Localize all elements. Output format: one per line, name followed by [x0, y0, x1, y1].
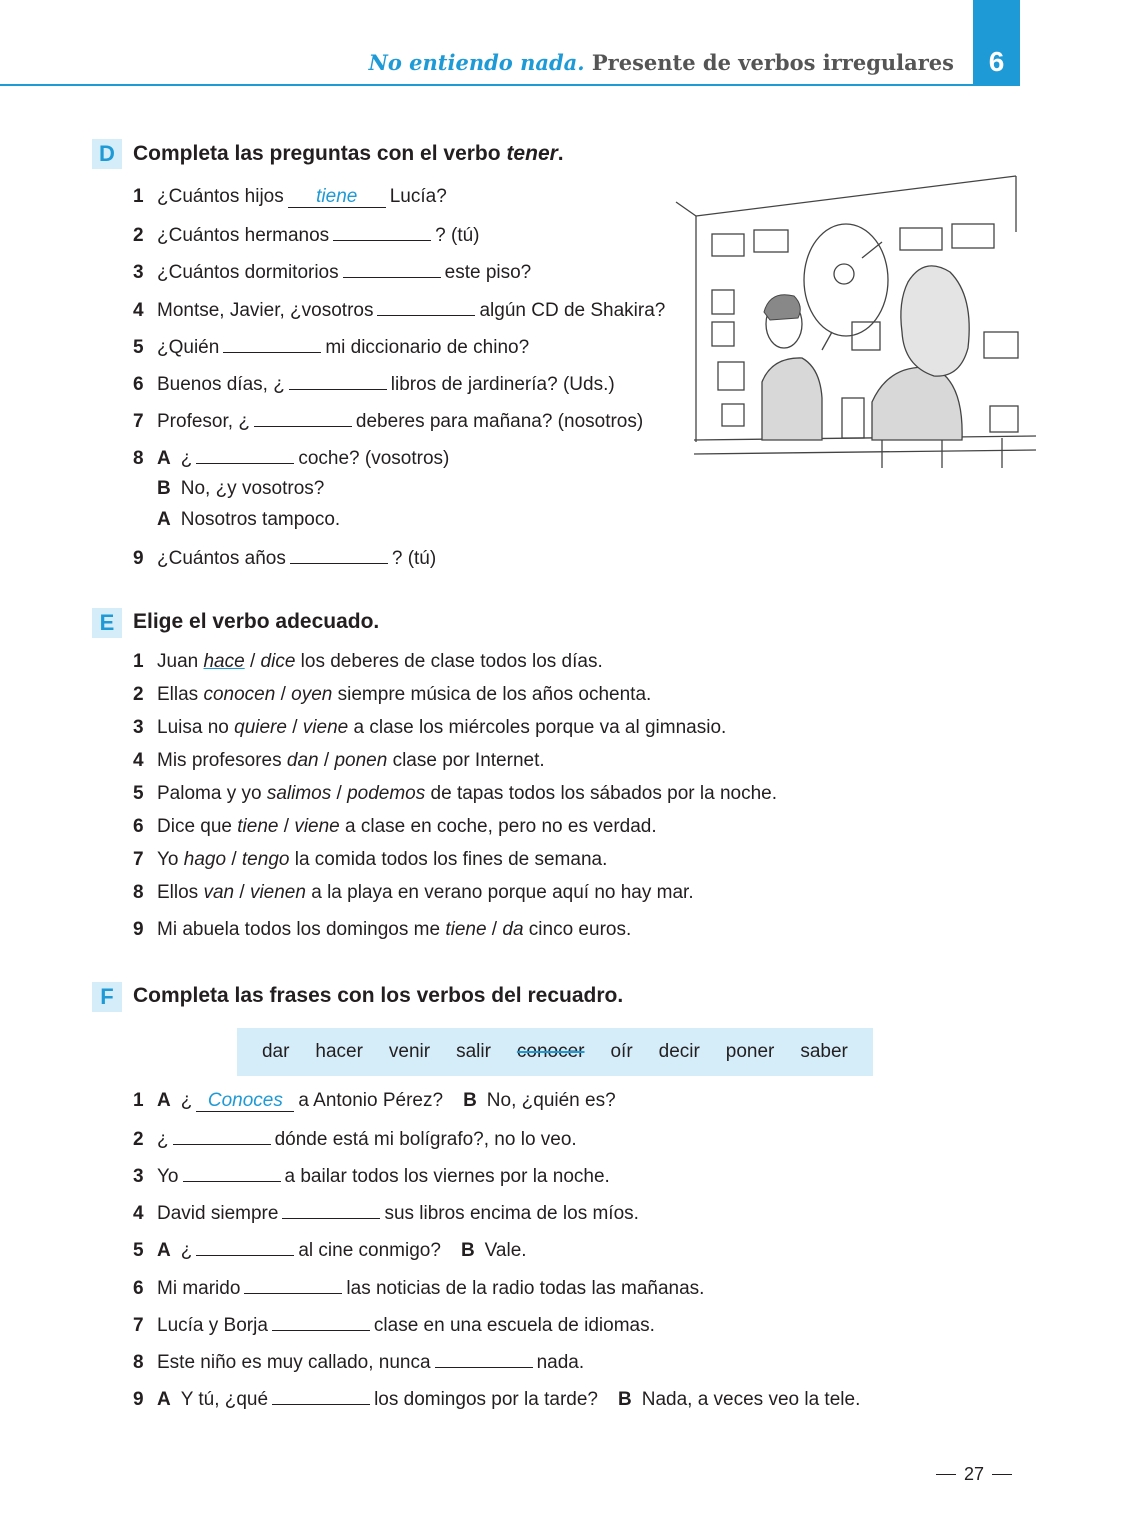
- window: [712, 290, 734, 314]
- option[interactable]: hago: [183, 849, 227, 870]
- option[interactable]: dice: [260, 651, 296, 672]
- option[interactable]: oyen: [291, 684, 333, 705]
- option[interactable]: ponen: [334, 750, 388, 771]
- section-e-item: 3 Luisa no quiere / viene a clase los miércoles porque va al gimnasio.: [133, 717, 727, 738]
- window: [754, 230, 788, 252]
- section-f-title: Completa las frases con los verbos del recuadro.: [133, 984, 624, 1007]
- answer-field[interactable]: Conoces: [196, 1091, 294, 1112]
- option[interactable]: quiere: [234, 717, 287, 738]
- section-d-item: 3 ¿Cuántos dormitorios este piso?: [133, 259, 531, 285]
- answer-blank[interactable]: [435, 1349, 533, 1368]
- word-used: conocer: [516, 1041, 585, 1062]
- man-hair: [764, 295, 800, 320]
- word: oír: [610, 1041, 633, 1062]
- word: poner: [725, 1041, 775, 1062]
- option[interactable]: tengo: [241, 849, 290, 870]
- option-selected[interactable]: hace: [203, 651, 245, 672]
- section-d-letter: D: [92, 139, 122, 169]
- section-e-item: 5 Paloma y yo salimos / podemos de tapas todos los sábados por la noche.: [133, 783, 777, 804]
- answer-blank[interactable]: [183, 1163, 281, 1182]
- word: dar: [261, 1041, 290, 1062]
- section-e-item: 1 Juan hace / dice los deberes de clase todos los días.: [133, 651, 603, 672]
- section-f-item: 3 Yo a bailar todos los viernes por la noche.: [133, 1163, 610, 1189]
- section-e-item: 6 Dice que tiene / viene a clase en coche, pero no es verdad.: [133, 816, 657, 837]
- section-d-item: 9 ¿Cuántos años ? (tú): [133, 545, 436, 571]
- word: salir: [456, 1041, 491, 1062]
- header-title-subtitle: Presente de verbos irregulares: [591, 50, 954, 75]
- balcony-railing: [694, 436, 1036, 440]
- word: venir: [388, 1041, 431, 1062]
- section-d-item: 7 Profesor, ¿ deberes para mañana? (nosotros): [133, 408, 643, 434]
- option[interactable]: salimos: [266, 783, 332, 804]
- option[interactable]: conocen: [203, 684, 276, 705]
- answer-blank[interactable]: [343, 259, 441, 278]
- section-f-item: 9 A Y tú, ¿qué los domingos por la tarde? B Nada, a veces veo la tele.: [133, 1386, 860, 1412]
- option[interactable]: viene: [294, 816, 340, 837]
- answer-blank[interactable]: [282, 1200, 380, 1219]
- page-number-dash: [992, 1474, 1012, 1475]
- speech-bubble: [804, 224, 888, 336]
- building-roofline: [696, 176, 1016, 216]
- woman-hair: [901, 266, 969, 376]
- section-d-title: Completa las preguntas con el verbo tener.: [133, 142, 564, 165]
- word: hacer: [315, 1041, 363, 1062]
- answer-blank[interactable]: [244, 1275, 342, 1294]
- answer-blank[interactable]: [272, 1312, 370, 1331]
- option[interactable]: tiene: [445, 919, 487, 940]
- header-divider: [0, 84, 1020, 86]
- illustration-two-people: [672, 172, 1038, 468]
- section-e-letter: E: [92, 608, 122, 638]
- word-box: [237, 1028, 873, 1076]
- section-e-item: 4 Mis profesores dan / ponen clase por Internet.: [133, 750, 545, 771]
- option[interactable]: vienen: [249, 882, 306, 903]
- page-number-dash: [936, 1474, 956, 1475]
- answer-blank[interactable]: [290, 545, 388, 564]
- window: [712, 322, 734, 346]
- page-number: [936, 1464, 1012, 1485]
- option[interactable]: podemos: [347, 783, 426, 804]
- section-e-item: 8 Ellos van / vienen a la playa en verano porque aquí no hay mar.: [133, 882, 694, 903]
- section-f-item: 4 David siempre sus libros encima de los míos.: [133, 1200, 639, 1226]
- window: [718, 362, 744, 390]
- woman-body: [872, 367, 962, 440]
- option[interactable]: van: [203, 882, 235, 903]
- option[interactable]: da: [502, 919, 524, 940]
- word: decir: [658, 1041, 700, 1062]
- door: [842, 398, 864, 438]
- section-e-item: 9 Mi abuela todos los domingos me tiene / da cinco euros.: [133, 919, 632, 940]
- section-f-item: 2 ¿ dónde está mi bolígrafo?, no lo veo.: [133, 1126, 577, 1152]
- section-d-dialogue-line: B No, ¿y vosotros?: [157, 478, 325, 499]
- window: [852, 322, 880, 350]
- section-f-item: 1 A ¿ Conoces a Antonio Pérez? B No, ¿quién es?: [133, 1090, 616, 1111]
- answer-blank[interactable]: [377, 297, 475, 316]
- answer-blank[interactable]: [289, 371, 387, 390]
- section-d-item: 1 ¿Cuántos hijos tiene Lucía?: [133, 186, 447, 207]
- section-f-item: 7 Lucía y Borja clase en una escuela de idiomas.: [133, 1312, 655, 1338]
- section-f-item: 5 A ¿ al cine conmigo? B Vale.: [133, 1237, 527, 1263]
- answer-blank[interactable]: [223, 334, 321, 353]
- window: [712, 234, 744, 256]
- section-d-item: 4 Montse, Javier, ¿vosotros algún CD de Shakira?: [133, 297, 665, 323]
- building-edge: [676, 202, 696, 216]
- unit-number-tab: 6: [973, 0, 1020, 84]
- section-e-item: 7 Yo hago / tengo la comida todos los fines de semana.: [133, 849, 608, 870]
- window: [990, 406, 1018, 432]
- window: [952, 224, 994, 248]
- header-title-emphasis: No entiendo nada.: [368, 50, 585, 75]
- page-header-title: [369, 50, 954, 75]
- section-d-item: 8 A ¿ coche? (vosotros): [133, 445, 449, 471]
- section-e-item: 2 Ellas conocen / oyen siempre música de los años ochenta.: [133, 684, 652, 705]
- section-d-dialogue-line: A Nosotros tampoco.: [157, 509, 341, 530]
- section-d-item: 5 ¿Quién mi diccionario de chino?: [133, 334, 529, 360]
- section-f-letter: F: [92, 982, 122, 1012]
- option[interactable]: dan: [286, 750, 319, 771]
- flower-icon: [834, 264, 854, 284]
- answer-blank[interactable]: [254, 408, 352, 427]
- answer-blank[interactable]: [196, 1237, 294, 1256]
- answer-field[interactable]: tiene: [288, 187, 386, 208]
- answer-blank[interactable]: [272, 1386, 370, 1405]
- section-d-item: 6 Buenos días, ¿ libros de jardinería? (Uds.): [133, 371, 615, 397]
- answer-blank[interactable]: [196, 445, 294, 464]
- answer-blank[interactable]: [173, 1126, 271, 1145]
- section-d-item: 2 ¿Cuántos hermanos ? (tú): [133, 222, 480, 248]
- window: [900, 228, 942, 250]
- word: saber: [800, 1041, 848, 1062]
- section-f-item: 8 Este niño es muy callado, nunca nada.: [133, 1349, 584, 1375]
- window: [984, 332, 1018, 358]
- answer-blank[interactable]: [333, 222, 431, 241]
- page-number-value: 27: [964, 1464, 985, 1484]
- section-e-title: Elige el verbo adecuado.: [133, 610, 380, 633]
- option[interactable]: viene: [302, 717, 349, 738]
- option[interactable]: tiene: [237, 816, 279, 837]
- window: [722, 404, 744, 426]
- man-body: [762, 358, 822, 440]
- section-f-item: 6 Mi marido las noticias de la radio todas las mañanas.: [133, 1275, 704, 1301]
